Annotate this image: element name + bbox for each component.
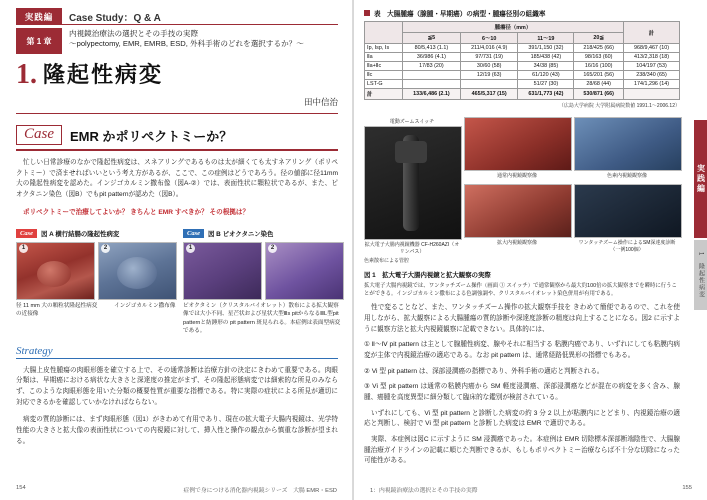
- row-label: Ⅱa+Ⅱc: [365, 62, 403, 71]
- strategy-paragraph-2-text: 病変の質的診断には、まず肉眼形態（図1）がきわめて有用であり、現在の拡大電子大腸内視鏡は、光学特性能の大きさと拡大像の表面性状についての内視鏡に対して、挿入性と操作の観点から慎重な診断が望まれる。: [16, 416, 338, 445]
- cell: [460, 80, 517, 89]
- magnifying-endoscopy-image: [464, 184, 572, 238]
- cell: 28/68 (44): [574, 80, 624, 89]
- cell: 174/1,296 (14): [624, 80, 680, 89]
- right-page: [353, 0, 707, 500]
- table-total-row: [365, 89, 680, 100]
- title-row: [16, 58, 338, 89]
- figure-a-caption: 径 11 mm 大の顆粒状隆起性病変 インジゴカルミン撒布像の近接像: [16, 303, 176, 318]
- cell: 61/120 (43): [518, 71, 574, 80]
- table-title: [364, 8, 680, 18]
- cell: 238/340 (65): [624, 71, 680, 80]
- cell: 36/986 (4.1): [402, 53, 460, 62]
- cell: 530/871 (66): [574, 89, 624, 100]
- case-paragraph-1: [16, 158, 338, 201]
- figure-b-label: Case: [183, 229, 204, 238]
- figure-a-badge: 図 A: [41, 230, 54, 238]
- right-footer: [370, 485, 692, 494]
- fig1-label-device: 拡大電子大腸内視鏡機器 CF-H260AZI（オリンパス）: [364, 242, 460, 255]
- table-row: [365, 53, 680, 62]
- zoom-operation-image: [574, 184, 682, 238]
- figure-a: [16, 227, 177, 334]
- th-size-3: 11～19: [518, 33, 574, 44]
- cell: 465/5,317 (15): [460, 89, 517, 100]
- fig1-label-magnify: 拡大内視鏡観察像: [496, 240, 537, 246]
- left-footer: [16, 485, 337, 494]
- figure-group: [16, 227, 341, 334]
- table-row: [365, 80, 680, 89]
- fig1-label-chromo: 色素内視鏡観察像: [606, 173, 647, 179]
- header-title: Case Study：Q & A: [62, 8, 338, 25]
- cell: 30/60 (58): [460, 62, 517, 71]
- th-size-2: 6～10: [460, 33, 517, 44]
- row-label: LST-G: [365, 80, 403, 89]
- figure-b-badge: 図 B: [208, 230, 221, 238]
- cell: 104/197 (53): [624, 62, 680, 71]
- left-header: [16, 8, 338, 25]
- right-paragraph-3-text: ② Vi 型 pit pattern は、深部浸潤癌の指標であり、外科手術の適応と判断される。: [364, 367, 604, 375]
- th-corner: [365, 22, 403, 44]
- case-question: EMR かポリペクトミーか？: [70, 128, 233, 144]
- right-paragraph-5: [364, 409, 680, 430]
- case-badge: Case: [16, 125, 62, 145]
- statistics-table: [364, 21, 680, 100]
- right-paragraph-5-text: いずれにしても、Vi 型 pit pattern と診断した病変の約 3 分 2 以上が粘膜内にとどまり、内視鏡治療の適応と判断し、検討で Vi 型 pit pattern と診断した病変は EMR で適切である。: [364, 409, 680, 428]
- cell: 413/2,318 (18): [624, 53, 680, 62]
- strategy-divider: [16, 358, 338, 359]
- table-row: [365, 44, 680, 53]
- cell: 185/438 (42): [518, 53, 574, 62]
- table-source: （広島大学病院 大学附属病院数値 1991.1～2006.12）: [558, 103, 680, 109]
- cell: 631/1,773 (42): [518, 89, 574, 100]
- table-row: [365, 62, 680, 71]
- case-paragraph-1-text: 忙しい日常診療のなかで隆起性病変は、スネアリングであるものは太が細くても太すネアリング（ポリペクトミー）で済ませればいいという考え方があるが、ここで、この症例はどうであろう。径の値部に径11mm大の隆起性病変を認めた。インジゴカルミン撒布像（図A-②）では、表面性状に顆粒状であるが、また、ピオクタニン染色（図B）でもpit patternが認めた（図B）。: [16, 159, 338, 199]
- chromoendoscopy-image-b1: [183, 242, 262, 300]
- image-index-1: 1: [19, 244, 28, 253]
- scope-device-image: [364, 126, 462, 240]
- side-tab-label: 実践編: [696, 164, 706, 194]
- cell: 34/38 (85): [518, 62, 574, 71]
- figure-a-title: 横行結腸の隆起性病変: [55, 230, 120, 238]
- chromoendoscopy-image-b2: [265, 242, 344, 300]
- right-paragraph-3: [364, 367, 680, 378]
- row-label: Ⅱc: [365, 71, 403, 80]
- right-page-number: 155: [682, 485, 692, 491]
- right-paragraph-1: [364, 303, 680, 335]
- left-page-number: 154: [16, 485, 26, 491]
- right-paragraph-2-text: ① Ⅱ～Ⅳ pit pattern は主として腺腫性病変、腺やそれに相当する 粘膜内癌であり、いずれにしても粘膜内病変が主体で内視鏡治療の適応である。なお pit pattern は、通常経路低異形の指標でもある。: [364, 341, 680, 359]
- figure-b-title: ピオクタニン染色: [222, 230, 274, 238]
- right-paragraph-1-text: 性で変ることなど、また、ワンタッチズーム操作の拡大観察手技を きわめて簡便であるので、これを使用しながら、拡大観察による大腸腫瘍の質的診断や深達度診断の精度は向上することになる。図2 に示すように観察方法と拡大内視鏡観察に記載できない。具体的には、: [364, 304, 680, 333]
- table-row: [365, 71, 680, 80]
- side-tab-section: [694, 120, 707, 238]
- right-paragraph-4-text: ③ Vi 型 pit pattern は通常の粘膜内癌から SM 軽度浸潤癌、深部浸潤癌などが混在の病変を多く含み、腺腫、癌腫を高度異型に細分類して臨床的な鑑別が検討されている。: [364, 383, 680, 401]
- row-label: Ⅱa: [365, 53, 403, 62]
- image-index-2: 2: [101, 244, 110, 253]
- cell: [402, 80, 460, 89]
- case-paragraph-2-text: ポリペクトミーで治療してよいか？ きちんと EMR すべきか？ その根拠は？: [23, 208, 250, 216]
- right-paragraph-2: [364, 340, 680, 361]
- right-footer-text: 1：内視鏡治療法の選択とその手技の実際: [370, 488, 478, 494]
- endoscopy-image-a2: [98, 242, 177, 300]
- side-tab-chapter: [694, 240, 707, 310]
- th-group: 腫瘍径（mm）: [402, 22, 623, 33]
- figure-b: [183, 227, 344, 334]
- cell: 211/4,016 (4.9): [460, 44, 517, 53]
- left-page: [0, 0, 353, 500]
- chapter-line-1: 内視鏡治療法の選択とその手技の実際: [69, 29, 199, 38]
- cell: 218/425 (66): [574, 44, 624, 53]
- table-header-group-row: [365, 22, 680, 33]
- strategy-paragraph-1-text: 大腸上皮性腫瘍の肉眼形態を確立する上で、その通常診断は治療方針の決定にきわめて重要である。肉眼分類は、早期癌における病状な大きさと深達度の推定がまず、その隆起形態病変では細索的な所見のみならず、このような肉眼形態を用いた分類の概要性質が重要な指標である。特に実際の症状による所見が適切に対応できるかを確認していかなければならない。: [16, 366, 338, 406]
- fig1-label-conventional: 通常内視鏡観察像: [496, 173, 537, 179]
- figure-a-label: Case: [16, 229, 37, 238]
- row-label: 計: [365, 89, 403, 100]
- fig1-label-zoomop: ワンタッチズーム操作によるSM深達度診断（一例100個）: [578, 240, 676, 253]
- table-title-text: 表 大腸腫瘍（腺腫・早期癌）の病型・腫瘍径別の組織率: [374, 11, 546, 18]
- chapter-number: 第 1 章: [16, 28, 62, 54]
- cell: 80/5,413 (1.1): [402, 44, 460, 53]
- cell: 17/83 (20): [402, 62, 460, 71]
- chapter-line-2: ～polypectomy, EMR, EMRB, ESD, 外科手術のどれを選択するか？～: [69, 39, 304, 49]
- strategy-paragraph-2: [16, 415, 338, 447]
- cell: 16/16 (100): [574, 62, 624, 71]
- title-number: 1.: [16, 59, 37, 90]
- cell: [402, 71, 460, 80]
- strategy-heading: Strategy: [16, 344, 53, 357]
- section-tag: 実践編: [16, 8, 62, 25]
- case-paragraph-2: [16, 208, 338, 219]
- right-paragraph-6: [364, 435, 680, 467]
- case-heading: [16, 125, 338, 145]
- th-size-1: ≦5: [402, 33, 460, 44]
- chapter-text: [62, 28, 338, 54]
- image-index-4: 2: [268, 244, 277, 253]
- cell: 97/731 (19): [460, 53, 517, 62]
- cell: 98/163 (60): [574, 53, 624, 62]
- th-size-4: 20≦: [574, 33, 624, 44]
- divider-red: [16, 113, 338, 114]
- cell: [624, 89, 680, 100]
- cell: 968/9,467 (10): [624, 44, 680, 53]
- figure-1-caption: 拡大電子大腸内視鏡では、ワンタッチズーム操作（画面 ① スイッチ）で通常観察から最大約100倍の拡大観察までを瞬時に行うことができる。インジゴカルミン撒布による色調強調や、クリスタルバイオレット染色併用が有用である。: [364, 283, 677, 298]
- figure-b-caption: ピオクタミン（クリスタルバイオレット）散布による拡大観察像では大小不同、星芒状および星状大型Ⅲs pitからなるⅢL型pit patternと紡錘形の pit pattern 斑見られる。本症例は表面型病変である。: [183, 303, 341, 334]
- chapter-row: [16, 28, 338, 54]
- author-name: 田中信治: [303, 97, 338, 107]
- endoscopy-image-a1: [16, 242, 95, 300]
- figure-1-title: 図 1 拡大電子大腸内視鏡と拡大観察の実際: [364, 272, 491, 279]
- strategy-paragraph-1: [16, 366, 338, 409]
- cell: 391/1,150 (32): [518, 44, 574, 53]
- row-label: Ⅰp, Ⅰsp, Ⅰs: [365, 44, 403, 53]
- conventional-endoscopy-image: [464, 117, 572, 171]
- cell: 51/27 (30): [518, 80, 574, 89]
- cell: 12/19 (63): [460, 71, 517, 80]
- right-paragraph-6-text: 実際、本症例は図C に示すように SM 浸潤癌であった。本症例は EMR 切除標本深部断端陰性で、大腸腺腫治療ガイドラインの記載に順じた判断できるが、もしもポリペクトミー治療ならば不十分な切除になった可能性がある。: [364, 435, 680, 465]
- bullet-square-icon: [364, 10, 370, 16]
- figure-1-composite: [364, 117, 680, 265]
- page-title: 隆起性病変: [43, 62, 164, 87]
- cell: 133/6,486 (2.1): [402, 89, 460, 100]
- cell: 165/201 (56): [574, 71, 624, 80]
- left-footer-text: 症例で身につける消化器内視鏡シリーズ 大腸 EMR・ESD: [183, 488, 337, 494]
- th-total: 計: [624, 22, 680, 44]
- case-divider: [16, 149, 338, 151]
- side-tab-chapter-label: 1 隆起性病変: [697, 251, 704, 299]
- fig1-label-dye: 色素散布による管腔: [364, 258, 410, 264]
- right-paragraph-4: [364, 382, 680, 403]
- chromo-endoscopy-image: [574, 117, 682, 171]
- fig1-label-switch: 電動ズームスイッチ: [389, 119, 435, 125]
- image-index-3: 1: [186, 244, 195, 253]
- strategy-section: [16, 345, 338, 448]
